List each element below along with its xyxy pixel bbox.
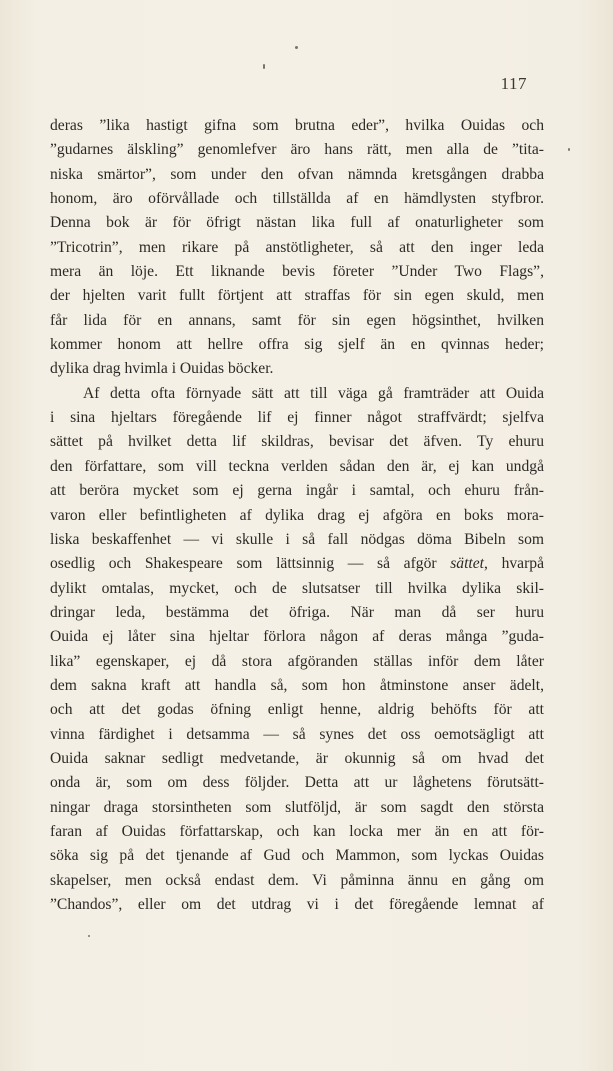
text-line: varon eller befintligheten af dylika drag ej afgöra en boks mora- bbox=[50, 506, 544, 524]
text-line: Ouida saknar sedligt medvetande, är okunnig så om hvad det bbox=[50, 749, 544, 767]
text-line: får lida för en annans, samt för sin egen högsinthet, hvilken bbox=[50, 311, 544, 329]
text-line: ningar draga storsintheten som slutföljd, är som sagdt den största bbox=[50, 798, 544, 816]
text-line-with-italic bbox=[50, 552, 544, 576]
paper-speck bbox=[88, 935, 90, 937]
paragraph-end-line: dylika drag hvimla i Ouidas böcker. bbox=[50, 360, 274, 378]
text-line: dylikt omtalas, mycket, och de slutsatser till hvilka dylika skil- bbox=[50, 579, 544, 597]
text-line: niska smärtor”, som under den ofvan nämnda kretsgången drabba bbox=[50, 165, 544, 183]
text-line: ”Chandos”, eller om det utdrag vi i det föregående lemnat af bbox=[50, 896, 544, 913]
paper-speck bbox=[295, 46, 298, 49]
text-run: osedlig och Shakespeare som lättsinnig — så afgör bbox=[50, 555, 451, 573]
text-line: skapelser, men också endast dem. Vi påminna ännu en gång om bbox=[50, 871, 544, 889]
text-line: lika” egenskaper, ej då stora afgöranden ställas inför dem låter bbox=[50, 652, 544, 670]
text-line: dringar leda, bestämma det öfriga. När man då ser huru bbox=[50, 603, 544, 621]
paper-speck bbox=[568, 148, 570, 151]
page-number: 117 bbox=[500, 74, 527, 93]
text-line: sättet på hvilket detta lif skildras, bevisar det äfven. Ty ehuru bbox=[50, 433, 544, 451]
text-line: onda är, som om dess följder. Detta att ur låghetens förutsätt- bbox=[50, 774, 544, 792]
text-line: dem sakna kraft att handla så, som hon åtminstone anser ädelt, bbox=[50, 676, 544, 694]
text-line: mera än löje. Ett liknande bevis företer ”Under Two Flags”, bbox=[50, 263, 544, 281]
paragraph-start-line: Af detta ofta förnyade sätt att till väga gå framträder att Ouida bbox=[83, 384, 544, 402]
text-line: den författare, som vill teckna verlden sådan den är, ej kan undgå bbox=[50, 457, 544, 475]
text-line: deras ”lika hastigt gifna som brutna eder”, hvilka Ouidas och bbox=[50, 117, 544, 134]
text-line: Denna bok är för öfrigt nästan lika full af onaturligheter som bbox=[50, 214, 544, 232]
text-line: Ouida ej låter sina hjeltar förlora någon af deras många ”guda- bbox=[50, 628, 544, 646]
text-line: faran af Ouidas författarskap, och kan locka mer än en att för- bbox=[50, 822, 544, 840]
text-line: söka sig på det tjenande af Gud och Mammon, som lyckas Ouidas bbox=[50, 847, 544, 865]
italic-word: sättet bbox=[450, 555, 485, 573]
text-line: att beröra mycket som ej gerna ingår i samtal, och ehuru från- bbox=[50, 482, 544, 500]
text-line: ”Tricotrin”, men rikare på anstötligheter, så att den inger leda bbox=[50, 238, 544, 256]
text-line: ”gudarnes älskling” genomlefver äro hans rätt, men alla de ”tita- bbox=[50, 141, 544, 159]
paper-speck bbox=[263, 64, 265, 69]
text-line: kommer honom att hellre offra sig sjelf än en qvinnas heder; bbox=[50, 336, 544, 354]
text-line: liska beskaffenhet — vi skulle i så fall nödgas döma Bibeln som bbox=[50, 530, 544, 548]
text-line: i sina hjeltars föregående lif ej finner något straffvärdt; sjelfva bbox=[50, 409, 544, 427]
text-line: honom, äro oförvållade och tillställda af en hämdlysten styfbror. bbox=[50, 190, 544, 208]
body-text bbox=[50, 114, 544, 917]
text-line: vinna färdighet i detsamma — så synes det oss oemotsägligt att bbox=[50, 725, 544, 743]
text-line: der hjelten varit fullt förtjent att straffas för sin egen skuld, men bbox=[50, 287, 544, 305]
text-line: och att det godas öfning enligt henne, aldrig behöfts för att bbox=[50, 701, 544, 719]
text-run: , hvarpå bbox=[484, 555, 544, 573]
